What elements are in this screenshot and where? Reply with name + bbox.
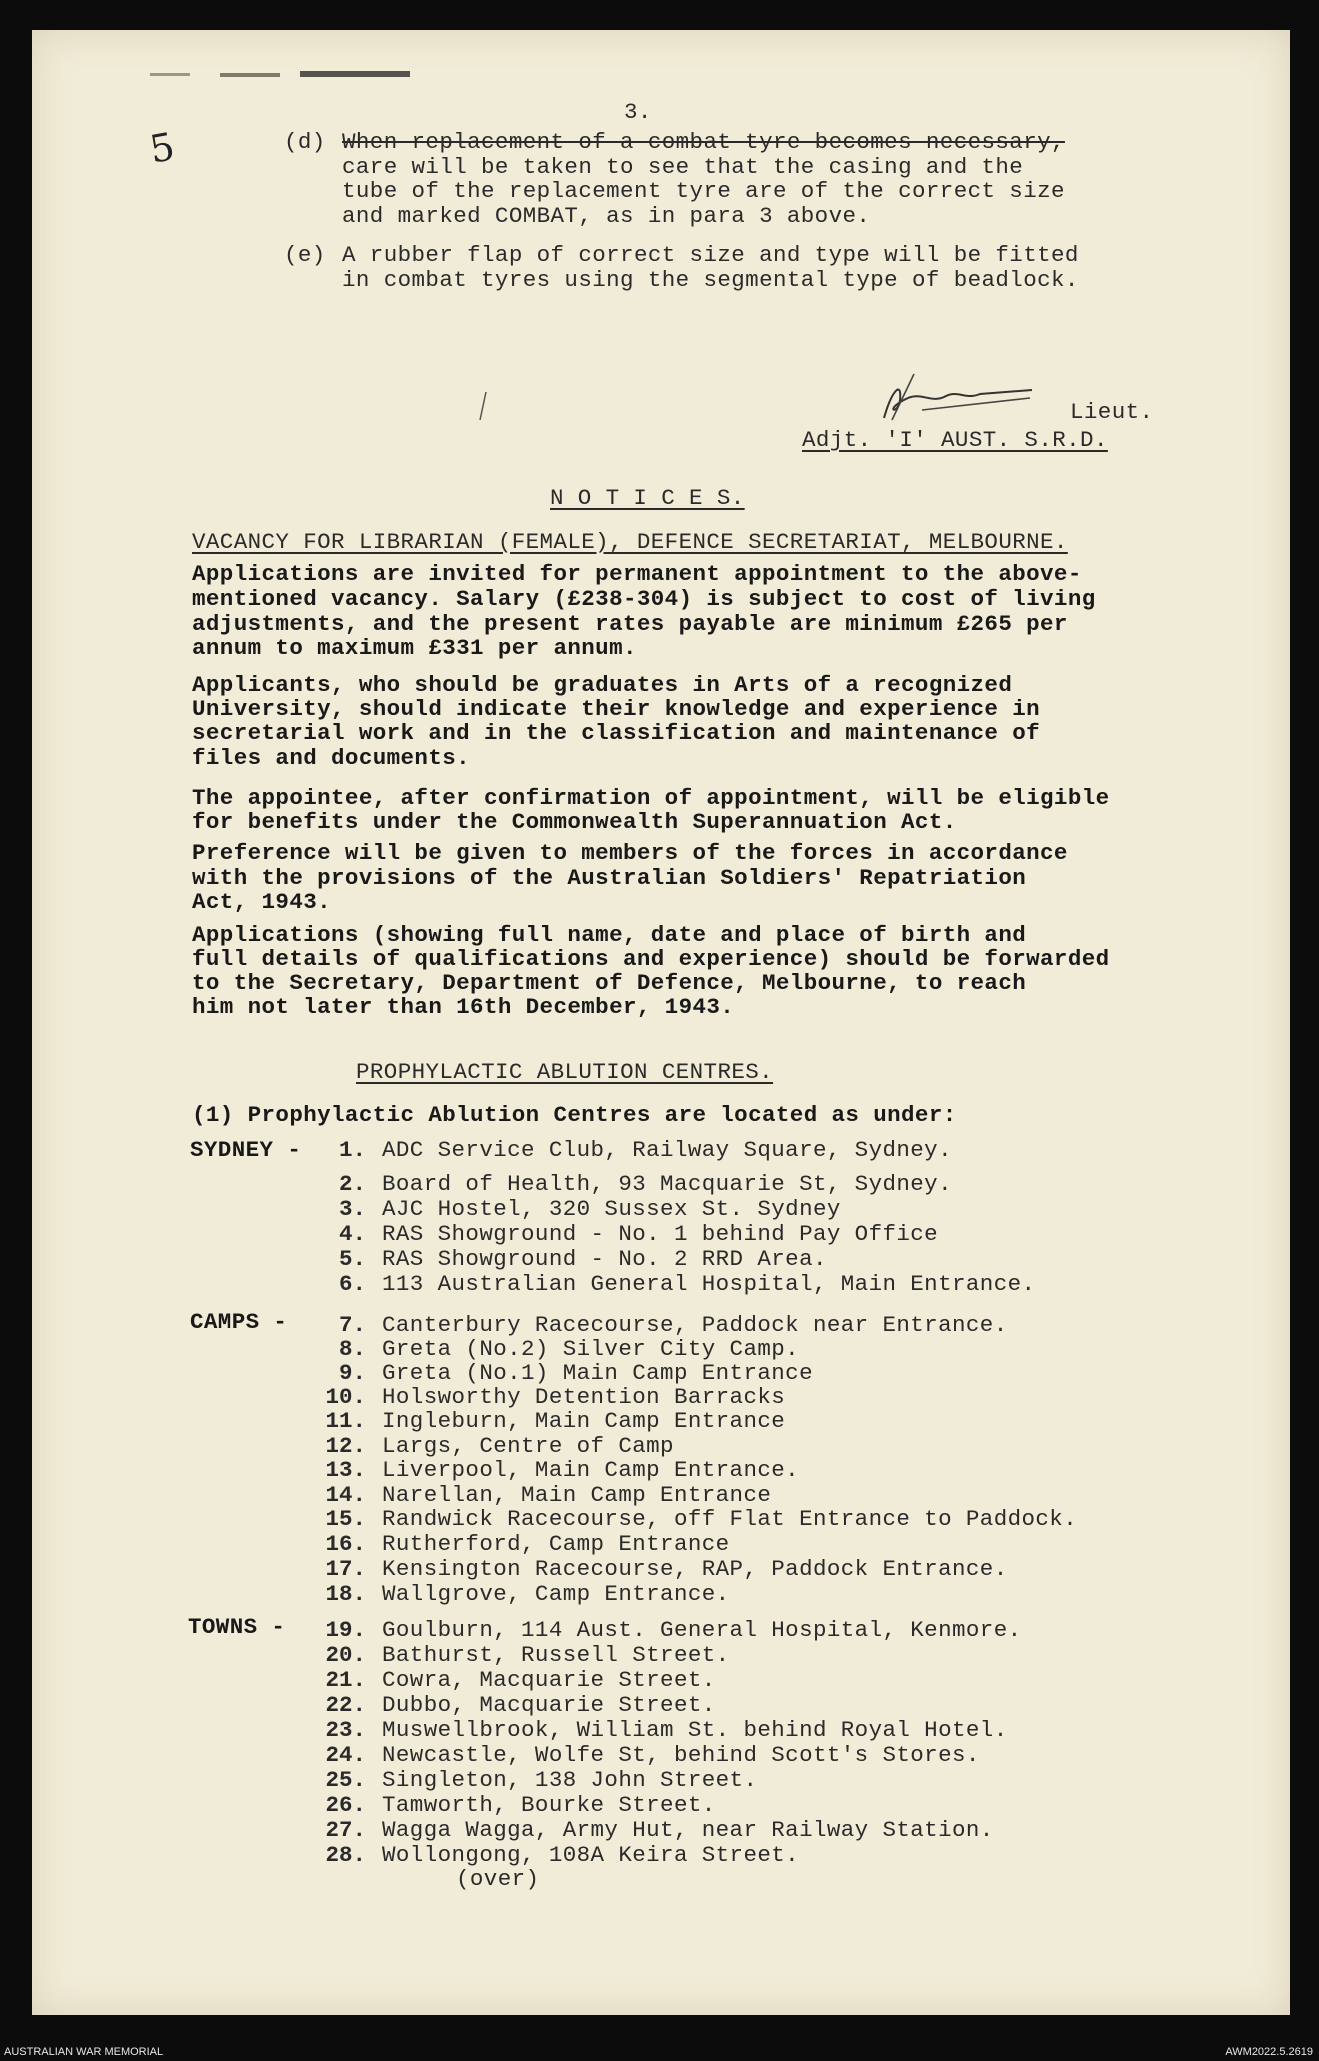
list-item: 113 Australian General Hospital, Main Entrance. xyxy=(382,1271,1036,1297)
vacancy-line: mentioned vacancy. Salary (£238-304) is subject to cost of living xyxy=(192,586,1096,612)
vacancy-line: with the provisions of the Australian Soldiers' Repatriation xyxy=(192,865,1027,891)
signature-rank: Lieut. xyxy=(1070,399,1154,425)
para-e-line: in combat tyres using the segmental type of beadlock. xyxy=(342,267,1079,293)
list-item: Largs, Centre of Camp xyxy=(382,1433,674,1459)
signature-line: Adjt. 'I' AUST. S.R.D. xyxy=(802,427,1108,453)
vacancy-line: secretarial work and in the classification and maintenance of xyxy=(192,720,1041,746)
vacancy-line: University, should indicate their knowledge and experience in xyxy=(192,696,1041,722)
list-item-number: 14. xyxy=(325,1482,366,1508)
ablution-intro: (1) Prophylactic Ablution Centres are located as under: xyxy=(192,1102,957,1128)
vacancy-line: Applications are invited for permanent appointment to the above- xyxy=(192,561,1082,587)
vacancy-line: to the Secretary, Department of Defence, Melbourne, to reach xyxy=(192,970,1027,996)
list-item: ADC Service Club, Railway Square, Sydney. xyxy=(382,1137,952,1163)
footer-accession: AWM2022.5.2619 xyxy=(1225,2046,1313,2058)
list-item: Newcastle, Wolfe St, behind Scott's Stores. xyxy=(382,1742,980,1768)
list-item-number: 12. xyxy=(325,1433,366,1459)
list-item-number: 1. xyxy=(338,1137,366,1163)
over-note: (over) xyxy=(456,1866,540,1892)
list-item-number: 19. xyxy=(325,1617,366,1643)
list-item: Wagga Wagga, Army Hut, near Railway Station. xyxy=(382,1817,994,1843)
list-item-number: 26. xyxy=(325,1792,366,1818)
list-item-number: 5. xyxy=(338,1246,366,1272)
group-label-towns: TOWNS - xyxy=(188,1614,286,1640)
list-item-number: 6. xyxy=(338,1271,366,1297)
list-item-number: 20. xyxy=(325,1642,366,1668)
vacancy-line: him not later than 16th December, 1943. xyxy=(192,994,735,1020)
group-label-camps: CAMPS - xyxy=(190,1309,288,1335)
list-item-number: 28. xyxy=(325,1842,366,1868)
list-item-number: 3. xyxy=(338,1196,366,1222)
list-item: Narellan, Main Camp Entrance xyxy=(382,1482,772,1508)
pencil-tick xyxy=(476,390,490,422)
list-item: Goulburn, 114 Aust. General Hospital, Kenmore. xyxy=(382,1617,1022,1643)
smudge-mark xyxy=(300,71,410,77)
list-item: Cowra, Macquarie Street. xyxy=(382,1667,716,1693)
vacancy-line: files and documents. xyxy=(192,745,471,771)
vacancy-line: Act, 1943. xyxy=(192,889,332,915)
para-d-line: tube of the replacement tyre are of the correct size xyxy=(342,178,1065,204)
signature-scribble xyxy=(862,370,1042,430)
list-item: Wollongong, 108A Keira Street. xyxy=(382,1842,800,1868)
para-d-struck-line: When replacement of a combat tyre becomes necessary, xyxy=(342,129,1065,155)
list-item: Tamworth, Bourke Street. xyxy=(382,1792,716,1818)
notices-heading: N O T I C E S. xyxy=(550,485,745,511)
para-e-line: A rubber flap of correct size and type will be fitted xyxy=(342,242,1079,268)
footer-credit: AUSTRALIAN WAR MEMORIAL xyxy=(4,2046,164,2058)
vacancy-line: for benefits under the Commonwealth Superannuation Act. xyxy=(192,809,957,835)
para-d-label: (d) xyxy=(284,129,326,155)
list-item-number: 23. xyxy=(325,1717,366,1743)
list-item: RAS Showground - No. 1 behind Pay Office xyxy=(382,1221,939,1247)
list-item: RAS Showground - No. 2 RRD Area. xyxy=(382,1246,827,1272)
list-item: Canterbury Racecourse, Paddock near Entrance. xyxy=(382,1312,1008,1338)
list-item-number: 18. xyxy=(325,1581,366,1607)
list-item-number: 11. xyxy=(325,1408,366,1434)
vacancy-line: adjustments, and the present rates payable are minimum £265 per xyxy=(192,611,1068,637)
list-item-number: 17. xyxy=(325,1556,366,1582)
vacancy-line: annum to maximum £331 per annum. xyxy=(192,635,637,661)
list-item-number: 4. xyxy=(338,1221,366,1247)
list-item-number: 9. xyxy=(338,1360,366,1386)
list-item: Singleton, 138 John Street. xyxy=(382,1767,758,1793)
group-label-sydney: SYDNEY - xyxy=(190,1137,302,1163)
list-item: Ingleburn, Main Camp Entrance xyxy=(382,1408,786,1434)
top-smudge-marks xyxy=(150,68,430,82)
list-item-number: 10. xyxy=(325,1384,366,1410)
vacancy-line: full details of qualifications and experience) should be forwarded xyxy=(192,946,1110,972)
list-item: Greta (No.1) Main Camp Entrance xyxy=(382,1360,813,1386)
list-item: Bathurst, Russell Street. xyxy=(382,1642,730,1668)
list-item: Wallgrove, Camp Entrance. xyxy=(382,1581,730,1607)
list-item-number: 21. xyxy=(325,1667,366,1693)
list-item: Greta (No.2) Silver City Camp. xyxy=(382,1336,800,1362)
page-number: 3. xyxy=(624,99,652,125)
smudge-mark xyxy=(220,73,280,77)
margin-mark: 5 xyxy=(146,124,179,172)
list-item: Liverpool, Main Camp Entrance. xyxy=(382,1457,800,1483)
list-item: Randwick Racecourse, off Flat Entrance to Paddock. xyxy=(382,1506,1078,1532)
list-item-number: 22. xyxy=(325,1692,366,1718)
vacancy-line: Preference will be given to members of the forces in accordance xyxy=(192,840,1068,866)
list-item: Board of Health, 93 Macquarie St, Sydney. xyxy=(382,1171,952,1197)
list-item-number: 2. xyxy=(338,1171,366,1197)
vacancy-line: The appointee, after confirmation of appointment, will be eligible xyxy=(192,785,1110,811)
list-item-number: 27. xyxy=(325,1817,366,1843)
smudge-mark xyxy=(150,73,190,76)
vacancy-line: Applicants, who should be graduates in Arts of a recognized xyxy=(192,672,1013,698)
list-item: AJC Hostel, 320 Sussex St. Sydney xyxy=(382,1196,841,1222)
list-item: Dubbo, Macquarie Street. xyxy=(382,1692,716,1718)
list-item: Kensington Racecourse, RAP, Paddock Entrance. xyxy=(382,1556,1008,1582)
list-item-number: 8. xyxy=(338,1336,366,1362)
list-item-number: 15. xyxy=(325,1506,366,1532)
list-item: Rutherford, Camp Entrance xyxy=(382,1531,730,1557)
ablution-heading: PROPHYLACTIC ABLUTION CENTRES. xyxy=(356,1059,774,1085)
list-item-number: 24. xyxy=(325,1742,366,1768)
vacancy-title: VACANCY FOR LIBRARIAN (FEMALE), DEFENCE SECRETARIAT, MELBOURNE. xyxy=(192,529,1068,555)
para-d-line: care will be taken to see that the casing and the xyxy=(342,154,1024,180)
list-item: Holsworthy Detention Barracks xyxy=(382,1384,786,1410)
list-item-number: 25. xyxy=(325,1767,366,1793)
list-item-number: 7. xyxy=(338,1312,366,1338)
list-item-number: 16. xyxy=(325,1531,366,1557)
vacancy-line: Applications (showing full name, date and place of birth and xyxy=(192,922,1027,948)
para-d-line: and marked COMBAT, as in para 3 above. xyxy=(342,203,871,229)
para-e-label: (e) xyxy=(284,242,326,268)
list-item: Muswellbrook, William St. behind Royal Hotel. xyxy=(382,1717,1008,1743)
list-item-number: 13. xyxy=(325,1457,366,1483)
